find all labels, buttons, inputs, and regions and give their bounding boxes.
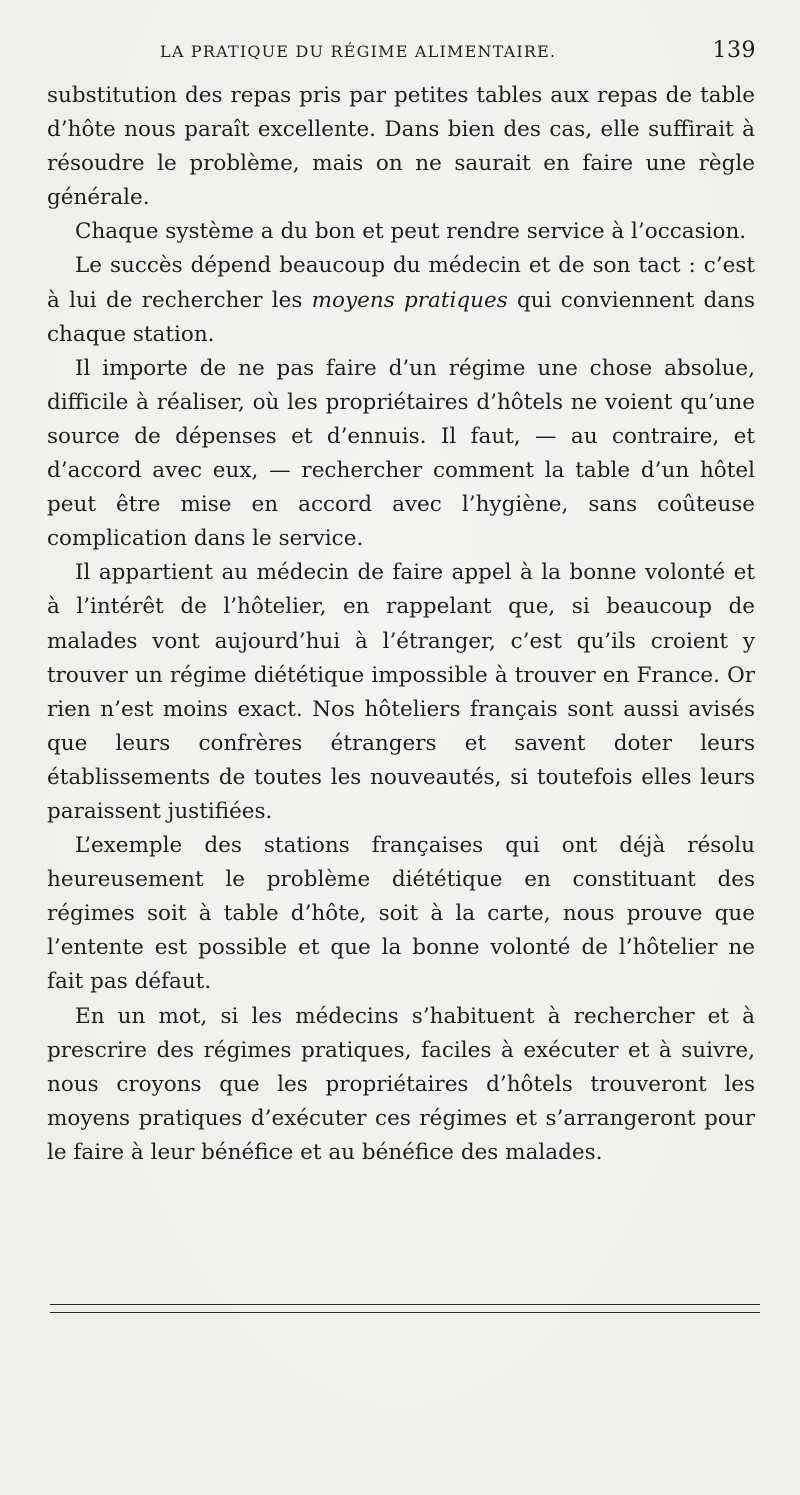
paragraph-4: Il importe de ne pas faire d’un régime une chose absolue, difficile à réaliser, où les propriétaires d’hôtels ne voient qu’une source de dépenses et d’ennuis. Il faut, — au contraire, et d’accord avec eux, — rechercher comment la table d’un hôtel peut être mise en accord avec l’hygiène, sans coûteuse complication dans le service.: [47, 355, 755, 552]
paragraph-2: Chaque système a du bon et peut rendre service à l’occasion.: [75, 219, 747, 245]
paragraph-3: [47, 249, 755, 351]
paragraph-5: Il appartient au médecin de faire appel à la bonne volonté et à l’intérêt de l’hôtelier, en rappelant que, si beaucoup de malades vont aujourd’hui à l’étranger, c’est qu’ils croient y trouver un régime diététique impossible à trouver en France. Or rien n’est moins exact. Nos hôteliers français sont aussi avisés que leurs confrères étrangers et savent doter leurs établissements de toutes les nouveautés, si toutefois elles leurs paraissent justifiées.: [47, 560, 755, 824]
paragraph-3-before: Le succès dépend beaucoup du médecin et de son tact : c’est à lui de rechercher les: [47, 253, 755, 313]
paragraph-3-emphasis: moyens pratiques: [311, 287, 508, 313]
paragraph-6: L’exemple des stations françaises qui ont déjà résolu heureusement le problème diététique en constituant des régimes soit à table d’hôte, soit à la carte, nous prouve que l’entente est possible et que la bonne volonté de l’hôtelier ne fait pas défaut.: [47, 833, 755, 995]
end-rule-bottom: [50, 1312, 760, 1313]
page-number: 139: [712, 38, 756, 63]
paragraph-3-after: qui conviennent dans chaque station.: [47, 287, 755, 347]
end-rule-top: [50, 1304, 760, 1305]
paragraph-1: substitution des repas pris par petites tables aux repas de table d’hôte nous paraît excellente. Dans bien des cas, elle suffirait à résoudre le problème, mais on ne saurait en faire une règle générale.: [47, 83, 755, 211]
body-text: [47, 79, 755, 1170]
running-title: LA PRATIQUE DU RÉGIME ALIMENTAIRE.: [160, 42, 557, 61]
running-head: [160, 38, 756, 66]
paragraph-7: En un mot, si les médecins s’habituent à rechercher et à prescrire des régimes pratiques, faciles à exécuter et à suivre, nous croyons que les propriétaires d’hôtels trouveront les moyens pratiques d’exécuter ces régimes et s’arrangeront pour le faire à leur bénéfice et au bénéfice des malades.: [47, 1003, 755, 1165]
